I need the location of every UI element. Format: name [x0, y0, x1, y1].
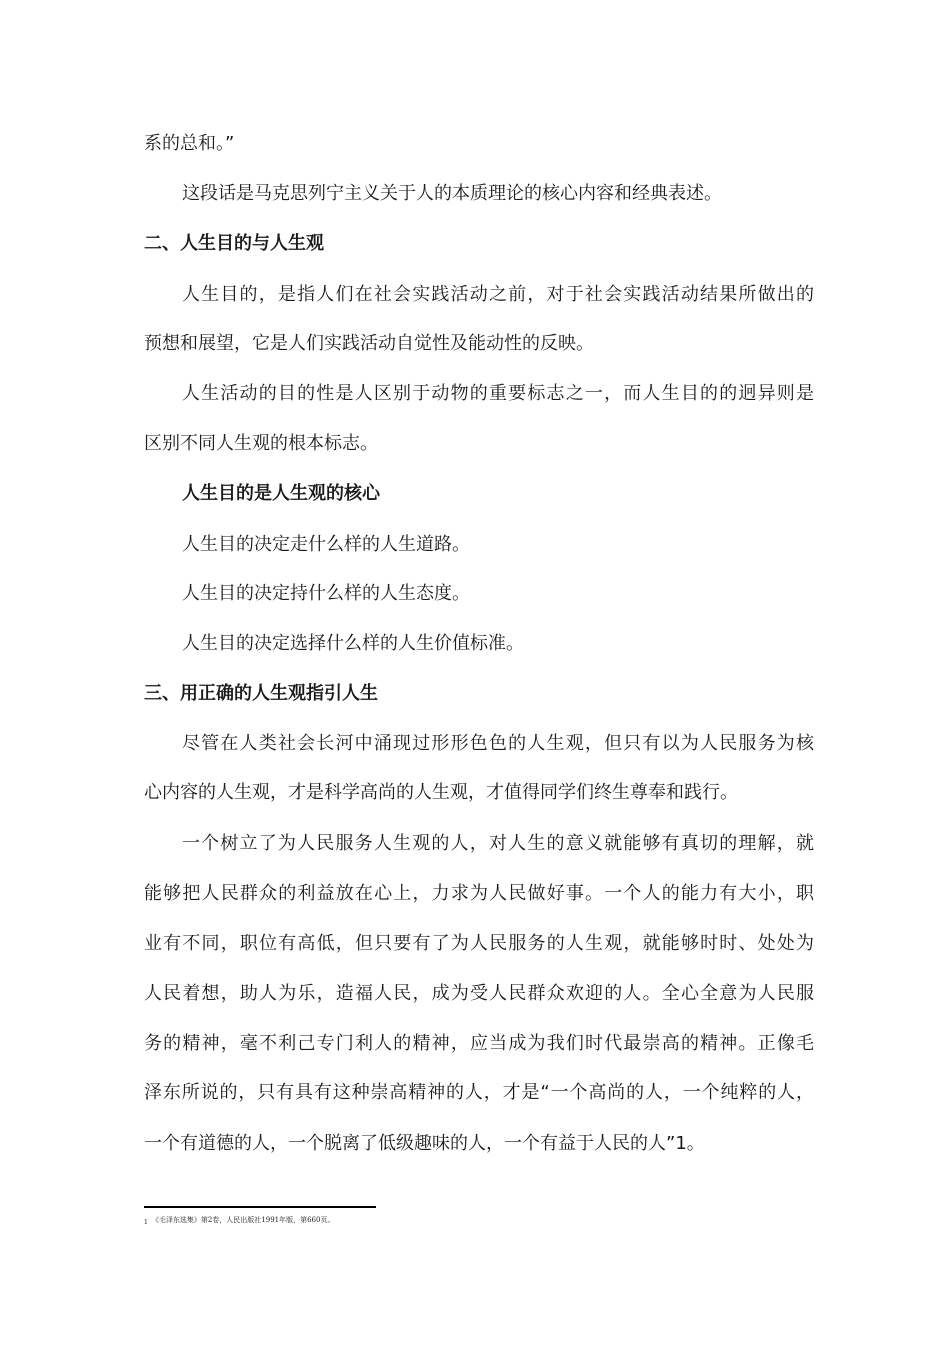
- paragraph-line: 一个有道德的人，一个脱离了低级趣味的人，一个有益于人民的人”1。: [144, 1133, 705, 1154]
- paragraph-line: 人生活动的目的性是人区别于动物的重要标志之一，而人生目的的迥异则是: [182, 383, 814, 404]
- paragraph-line: 人生目的决定走什么样的人生道路。: [182, 534, 470, 555]
- paragraph-line: 人生目的决定持什么样的人生态度。: [182, 583, 470, 604]
- section-heading-3: 三、用正确的人生观指引人生: [144, 683, 378, 704]
- paragraph-line: 人民着想，助人为乐，造福人民，成为受人民群众欢迎的人。全心全意为人民服: [144, 983, 814, 1004]
- paragraph-line: 这段话是马克思列宁主义关于人的本质理论的核心内容和经典表述。: [182, 183, 722, 204]
- sub-heading: 人生目的是人生观的核心: [182, 483, 380, 504]
- paragraph-line: 系的总和。”: [144, 133, 235, 154]
- footnote: [144, 1215, 334, 1228]
- paragraph-line: 尽管在人类社会长河中涌现过形形色色的人生观，但只有以为人民服务为核: [182, 733, 814, 754]
- paragraph-line: 区别不同人生观的根本标志。: [144, 433, 378, 454]
- paragraph-line: 人生目的，是指人们在社会实践活动之前，对于社会实践活动结果所做出的: [182, 284, 814, 305]
- paragraph-line: 能够把人民群众的利益放在心上，力求为人民做好事。一个人的能力有大小，职: [144, 883, 814, 904]
- paragraph-line: 业有不同，职位有高低，但只要有了为人民服务的人生观，就能够时时、处处为: [144, 933, 814, 954]
- footnote-separator: [144, 1206, 376, 1208]
- paragraph-line: 心内容的人生观，才是科学高尚的人生观，才值得同学们终生尊奉和践行。: [144, 782, 738, 803]
- section-heading-2: 二、人生目的与人生观: [144, 233, 324, 254]
- paragraph-line: 预想和展望，它是人们实践活动自觉性及能动性的反映。: [144, 333, 594, 354]
- paragraph-line: 一个树立了为人民服务人生观的人，对人生的意义就能够有真切的理解，就: [182, 833, 814, 854]
- paragraph-line: 泽东所说的，只有具有这种崇高精神的人，才是“一个高尚的人，一个纯粹的人，: [144, 1082, 814, 1103]
- footnote-text: 《毛泽东选集》第2卷，人民出版社1991年版，第660页。: [151, 1216, 335, 1224]
- paragraph-line: 人生目的决定选择什么样的人生价值标准。: [182, 633, 524, 654]
- footnote-marker: 1: [144, 1219, 148, 1226]
- paragraph-line: 务的精神，毫不利己专门利人的精神，应当成为我们时代最崇高的精神。正像毛: [144, 1033, 814, 1054]
